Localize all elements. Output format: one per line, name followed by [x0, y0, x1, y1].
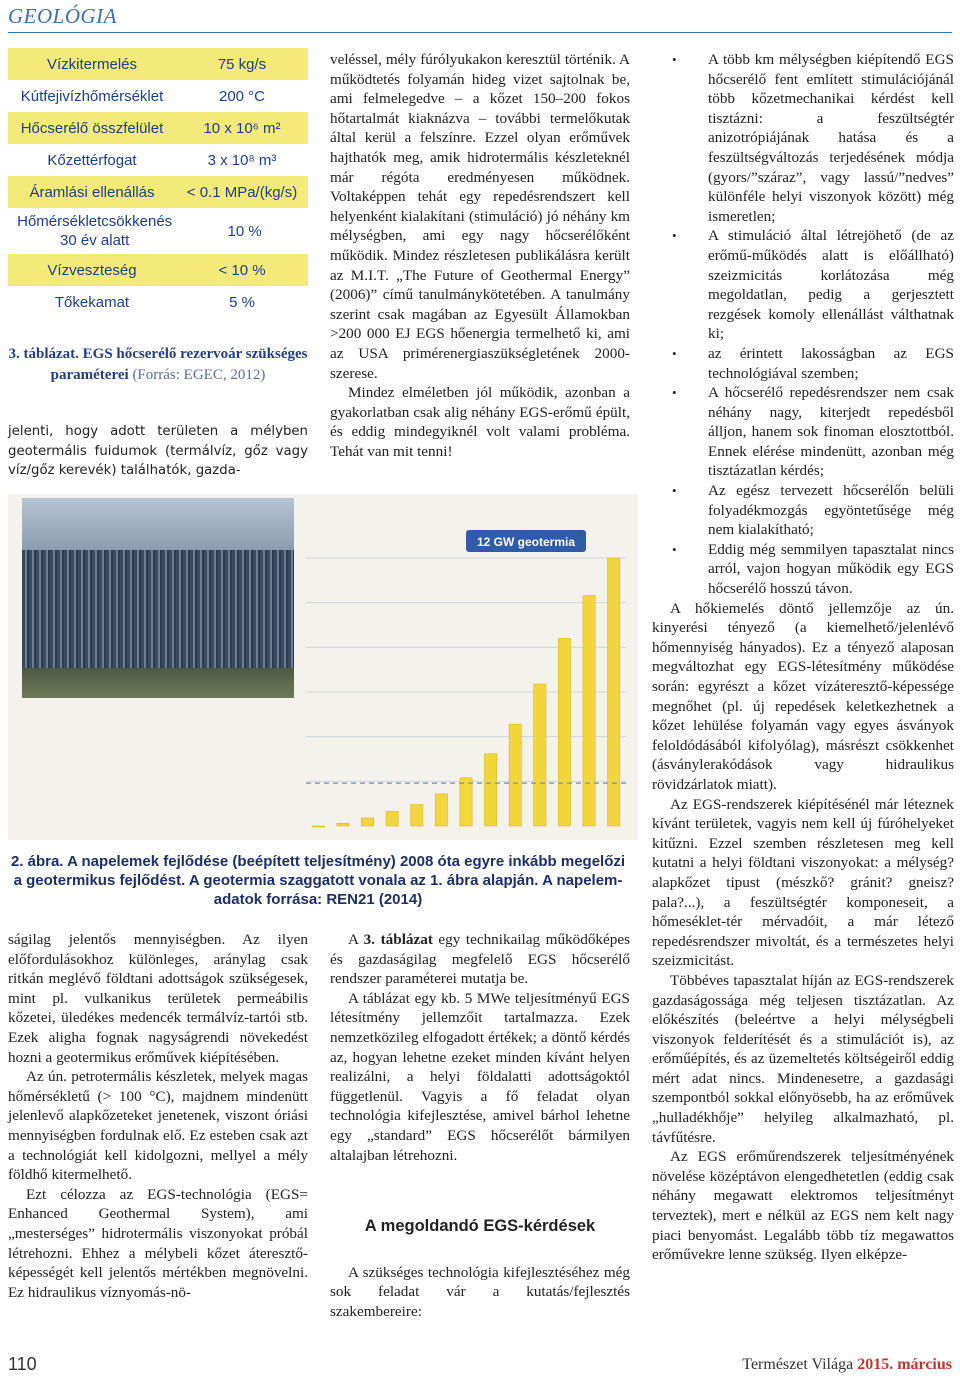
paragraph: ságilag jelentős mennyiségben. Az ilyen előfordulásokhoz különleges, aránylag csak ritkán meglévő földtani adottságok szükségesek, mint pl. vulkanikus területek permeábilis kőzetei, üledékes medencék termálvíz-tartói stb. Ezek aligha fognak nagyságrendi növekedést hozni a geotermikus erőművek kiépítésében. — [8, 931, 308, 1066]
chart-bar — [337, 823, 349, 826]
column1-bottom-text — [8, 930, 308, 1302]
paragraph: Mindez elméletben jól működik, azonban a gyakorlatban csak alig néhány EGS-erőmű épült, és eddig mindegyiknél volt valami probléma. Tehát van mit tenni! — [330, 384, 630, 460]
chart-banner-label: 12 GW geotermia — [476, 535, 576, 549]
column2-top-text — [330, 50, 630, 461]
table-row — [8, 176, 308, 208]
table-row — [8, 80, 308, 112]
figure-solar-vs-geothermal — [8, 494, 638, 840]
paragraph: jelenti, hogy adott területen a mélyben geotermális fuidumok (termálvíz, gőz vagy víz/gőz kerevék) találhatók, gazda- — [8, 424, 308, 479]
chart-bar — [386, 811, 398, 826]
table-cell-value: 75 kg/s — [217, 55, 267, 73]
paragraph: A hőkiemelés döntő jellemzője az ún. kinyerési tényező (a kiemelhető/jelenlévő hőmennyiség hányados). Ez a tényező alaposan megváltozhat egy EGS-létesítmény működése során: egyrészt a kőzet vízáteresztő-képessége megnőhet (pl. új repedések keletkezhetnek a kőzet lehülése folyamán vagy egyes ásványok feloldódásából kifolyólag), másrészt csökkenhet (ásványlerakódások vagy hidraulikus rövidzárlatok miatt). — [652, 599, 954, 793]
list-item: • A hőcserélő repedésrendszer nem csak néhány nagy, kiterjedt repedésből álljon, hanem sok finoman elosztottból. Ennek elérése mindenütt, azonban még tisztázatlan kérdés; — [652, 383, 954, 481]
chart-bar — [361, 818, 373, 826]
header-rule — [8, 32, 952, 33]
text-run: egy technikailag működőképes és gazdaságilag megfelelő EGS hőcserélő rendszer paraméterei mutatja be. — [330, 931, 630, 988]
table-row — [8, 286, 308, 318]
magazine-name: Természet Világa — [742, 1356, 858, 1373]
figure-caption: 2. ábra. A napelemek fejlődése (beépített teljesítmény) 2008 óta egyre inkább megelőzi a geotermikus fejlődést. A geotermia szaggatott vonala az 1. ábra alapján. A napelem-adatok forrása: REN21 (2014) — [10, 853, 626, 908]
table-cell-parameter: Vízkitermelés — [46, 55, 138, 73]
list-item: • Az egész tervezett hőcserélőn belüli folyadékmozgás egyöntetűsége még nem kialakítható; — [652, 481, 954, 540]
table-row — [8, 112, 308, 144]
section-subheading: A megoldandó EGS-kérdések — [364, 1217, 596, 1236]
table-caption-title: 3. táblázat. EGS hőcserélő rezervoár szükséges paraméterei — [8, 346, 308, 383]
column2-bottom-text — [330, 930, 630, 1322]
table-cell-parameter: Tőkekamat — [54, 293, 130, 311]
egs-parameter-table — [8, 48, 308, 318]
chart-bar — [608, 558, 620, 826]
table-cell-parameter: Hőmérsékletcsökkenés 30 év alatt — [17, 213, 173, 249]
paragraph: Többéves tapasztalat híján az EGS-rendszerek gazdaságossága még teljesen tisztázatlan. Az előkészítés (beleértve a helyi mélységbeli viszonyok felderítését és a stimulációt is), az erőműépítés, és az üzemeltetés költségeiről eddig mért adat nincs. Mindenesetre, a gazdasági szempontból sokkal előnyösebb, ha az erőművek „hulladékhője” helyileg alkalmazható, pl. távfűtésre. — [652, 971, 954, 1146]
chart-bar — [460, 778, 472, 826]
table-reference: 3. táblázat — [363, 931, 433, 948]
table-cell-parameter: Kútfejivízhőmérséklet — [20, 87, 164, 105]
paragraph: Az EGS-rendszerek kiépítésénél már léteznek kívánt területek, vagyis nem kell új fúróhelyeket kitűzni. Ezzel szemben részletesen meg kell kutatni a helyi földtani viszonyokat: a mélység? alapkőzet tipust (mészkő? gránit? gneisz? pala?...), a feszültségtér komponeseit, a hőmeséklet-tér mérvadóit, a már létező repedésrendszer mivoltát, és a természetes helyi szeizmicitást. — [652, 795, 954, 970]
list-item: • A stimuláció által létrejöhető (de az erőmű-működés alatt is előállható) szeizmicitás korlátozása még megoldatlan, pedig a gerjesztett rezgések komoly ellenállást válthatnak ki; — [652, 226, 954, 344]
paragraph: Az EGS erőműrendszerek teljesítményének növelése középtávon elengedhetetlen (eddig csak néhány megawatt elektromos teljesítményt terveztek), mert e nélkül az EGS nem kelt nagy piaci benyomást. Legalább több tíz megawattos erőművekre lenne szükség. Ilyen elképze- — [652, 1148, 954, 1264]
chart-bar — [509, 724, 521, 826]
table-caption-source: (Forrás: EGEC, 2012) — [132, 367, 266, 383]
column1-top-text — [8, 422, 308, 481]
chart-bar — [558, 638, 570, 826]
table-cell-value: 200 °C — [218, 87, 266, 105]
paragraph: veléssel, mély fúrólyukakon keresztül történik. A működtetés folyamán hideg vizet sajtolnak be, ami felmelegedve – a kőzet 150–200 fokos hőtartalmát kiaknázva – további termelőkutak által kerül a felszínre. Ezzel olyan erőművek hajthatók meg, amik hidrotermális készleteknél már régóta eredményesen működnek. Voltaképpen tehát egy repedésrendszert kell helyenként kialakítani (stimuláció) jó néhány km mélységben, ami egy nagy hőcserélőként működik. Mindez részletesen publikálásra került az M.I.T. „The Future of Geothermal Energy” (2006)” című tanulmánykötetében. A tanulmány szerint csak magában az Egyesült Államokban >200 000 EJ EGS hőenergia termelhető ki, ami az USA primérenergiaszükségletének 2000-szerese. — [330, 51, 630, 382]
page-number: 110 — [8, 1354, 37, 1374]
paragraph: Az ún. petrotermális készletek, melyek magas hőmérsékletű (> 100 °C), majdnem mindenütt jelenlevő alapkőzeteket jenetenek, viszont óriási mennyiségben fordulnak elő. Ez esteben csak azt a technológiát kell kidolgozni, mellyel a mély földhő kitermelhető. — [8, 1068, 308, 1184]
chart-bar — [411, 805, 423, 826]
text-run: A — [348, 931, 364, 948]
list-item: • az érintett lakosságban az EGS technológiával szemben; — [652, 344, 954, 383]
paragraph: A szükséges technológia kifejlesztéséhez még sok feladat vár a kutatás/fejlesztés szakembereire: — [330, 1263, 630, 1320]
table-row — [8, 208, 308, 254]
chart-bar — [435, 794, 447, 826]
table-row — [8, 254, 308, 286]
column3-text — [652, 50, 954, 1265]
table-cell-value: < 0.1 MPa/(kg/s) — [186, 183, 298, 201]
magazine-footer — [742, 1356, 952, 1374]
table-cell-value: < 10 % — [218, 261, 266, 279]
chart-bar — [583, 596, 595, 826]
chart-bar — [484, 754, 496, 826]
table-cell-parameter: Hőcserélő összfelület — [20, 119, 164, 137]
magazine-issue: 2015. március — [857, 1356, 952, 1373]
list-item: • Eddig még semmilyen tapasztalat nincs arról, vajon hogyan működik egy EGS hőcserélő hosszú távon. — [652, 540, 954, 599]
solar-growth-chart — [8, 494, 638, 840]
paragraph: A táblázat egy kb. 5 MWe teljesítményű EGS létesítmény jellemzőit tartalmazza. Ezek nemzetközileg elfogadott értékek; a döntő kérdés az, hogyan lehetne ezeket minden kívánt helyen realizálni, a helyi földalatti adottságoktól függetlenül. Vagyis a fő feladat olyan technológia kifejlesztése, amivel bárhol lehetne egy „standard” EGS hőcserélőt bármilyen altalajban létrehozni. — [330, 989, 630, 1164]
table-cell-parameter: Vízveszteség — [47, 261, 137, 279]
egs-questions-list — [652, 50, 954, 599]
table-row — [8, 48, 308, 80]
paragraph — [330, 930, 630, 989]
paragraph: Ezt célozza az EGS-technológia (EGS= Enhanced Geothermal System), ami „mesterséges” hidrotermális viszonyokat próbál létrehozni. Ehhez a mélybeli kőzet áteresztő-képességét kell jelentős mértékben megnövelni. Ez hidraulikus víznyomás-nö- — [8, 1185, 308, 1301]
table-cell-parameter: Kőzettérfogat — [47, 151, 137, 169]
list-item: • A több km mélységben kiépítendő EGS hőcserélő fent említett stimulációjánál több kőzetmechanikai kérdést kell tisztázni: a feszültségtér anizotrópiájának hatása és a feszültségváltozás terjedésének módja (gyors/”száraz”, vagy lassú/”nedves” különféle helyi viszonyok között) még ismeretlen; — [652, 50, 954, 226]
chart-bar — [534, 684, 546, 826]
table-cell-value: 10 % — [227, 222, 262, 240]
chart-bar — [312, 826, 324, 827]
table-row — [8, 144, 308, 176]
table-cell-value: 5 % — [229, 293, 255, 311]
table-cell-value: 3 x 10⁸ m³ — [207, 151, 277, 169]
table-cell-value: 10 x 10⁶ m² — [203, 119, 281, 137]
table-caption — [8, 344, 308, 386]
table-cell-parameter: Áramlási ellenállás — [29, 183, 155, 201]
section-header: GEOLÓGIA — [8, 4, 117, 28]
